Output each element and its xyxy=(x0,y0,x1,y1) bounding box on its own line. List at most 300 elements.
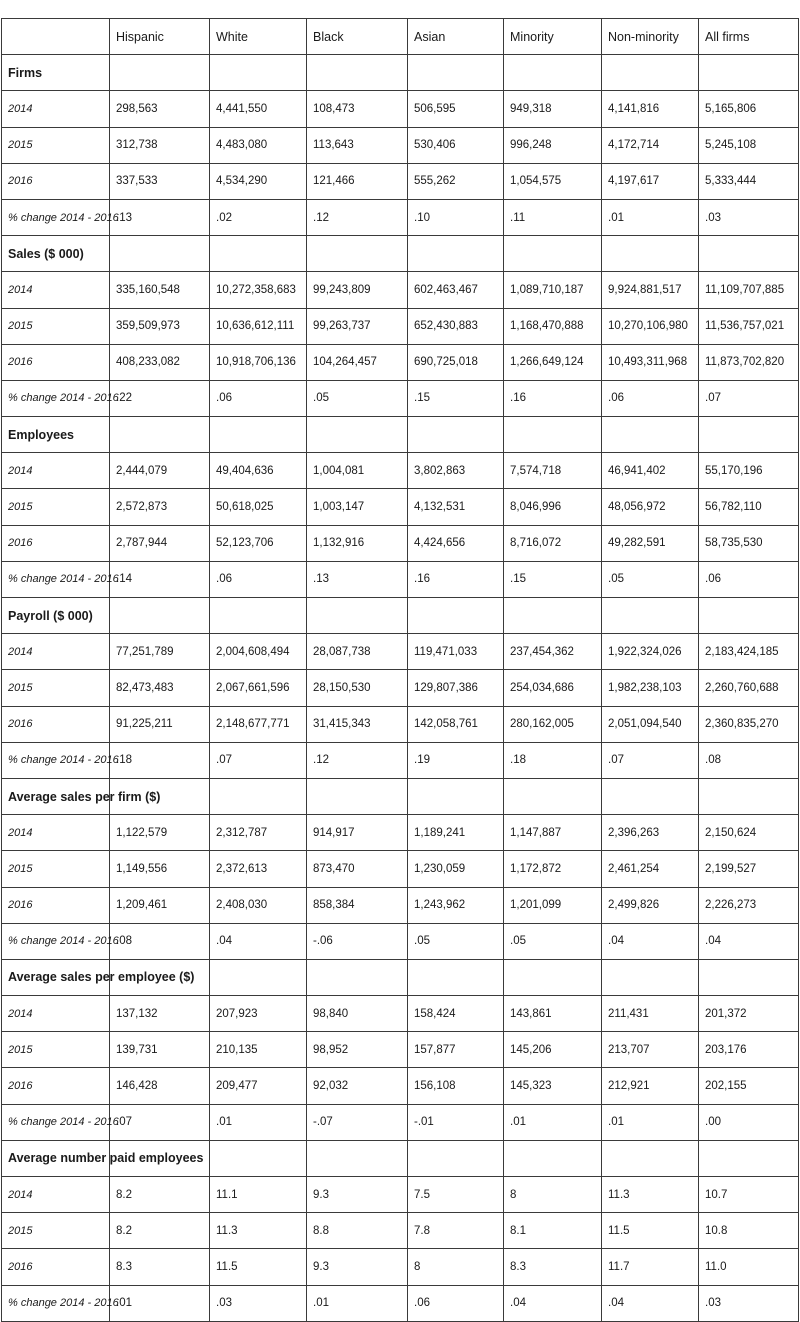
value-cell: 337,533 xyxy=(110,163,210,199)
value-cell: 2,226,273 xyxy=(699,887,799,923)
table-row xyxy=(2,308,799,344)
value-cell: .03 xyxy=(699,1285,799,1321)
value-cell: 28,087,738 xyxy=(307,634,408,670)
table-row xyxy=(2,453,799,489)
value-cell: 28,150,530 xyxy=(307,670,408,706)
value-cell: 8.3 xyxy=(504,1249,602,1285)
value-cell: .05 xyxy=(307,380,408,416)
value-cell: .03 xyxy=(699,199,799,235)
value-cell: 49,282,591 xyxy=(602,525,699,561)
value-cell: .01 xyxy=(602,199,699,235)
value-cell: 1,147,887 xyxy=(504,815,602,851)
value-cell: .19 xyxy=(408,742,504,778)
value-cell: .15 xyxy=(504,561,602,597)
empty-cell xyxy=(210,1140,307,1176)
empty-cell xyxy=(110,55,210,91)
value-cell: 408,233,082 xyxy=(110,344,210,380)
value-cell: 158,424 xyxy=(408,996,504,1032)
value-cell: 11.5 xyxy=(602,1213,699,1249)
empty-cell xyxy=(210,55,307,91)
value-cell: .16 xyxy=(408,561,504,597)
empty-cell xyxy=(699,778,799,814)
value-cell: 5,245,108 xyxy=(699,127,799,163)
section-row xyxy=(2,1140,799,1176)
value-cell: 203,176 xyxy=(699,1032,799,1068)
value-cell: 157,877 xyxy=(408,1032,504,1068)
value-cell: 49,404,636 xyxy=(210,453,307,489)
value-cell: .04 xyxy=(504,1285,602,1321)
value-cell: 11.3 xyxy=(602,1177,699,1213)
value-cell: 9,924,881,517 xyxy=(602,272,699,308)
value-cell: 7.5 xyxy=(408,1177,504,1213)
row-label: 2015 xyxy=(2,1213,110,1249)
value-cell: .07 xyxy=(110,1104,210,1140)
value-cell: 1,132,916 xyxy=(307,525,408,561)
table-row xyxy=(2,1285,799,1321)
table-row xyxy=(2,634,799,670)
value-cell: 335,160,548 xyxy=(110,272,210,308)
value-cell: 2,444,079 xyxy=(110,453,210,489)
value-cell: 2,004,608,494 xyxy=(210,634,307,670)
section-title: Employees xyxy=(2,417,110,453)
value-cell: 11.7 xyxy=(602,1249,699,1285)
value-cell: 2,461,254 xyxy=(602,851,699,887)
table-body xyxy=(2,19,799,1322)
row-label: 2015 xyxy=(2,1032,110,1068)
value-cell: 121,466 xyxy=(307,163,408,199)
value-cell: .10 xyxy=(408,199,504,235)
empty-cell xyxy=(504,778,602,814)
value-cell: 8,716,072 xyxy=(504,525,602,561)
value-cell: .01 xyxy=(210,1104,307,1140)
value-cell: .05 xyxy=(408,923,504,959)
value-cell: 1,230,059 xyxy=(408,851,504,887)
value-cell: 873,470 xyxy=(307,851,408,887)
empty-cell xyxy=(602,417,699,453)
value-cell: 145,323 xyxy=(504,1068,602,1104)
value-cell: 129,807,386 xyxy=(408,670,504,706)
empty-cell xyxy=(110,236,210,272)
empty-cell xyxy=(504,236,602,272)
value-cell: 1,149,556 xyxy=(110,851,210,887)
value-cell: 8 xyxy=(408,1249,504,1285)
value-cell: 99,263,737 xyxy=(307,308,408,344)
value-cell: 1,209,461 xyxy=(110,887,210,923)
section-row xyxy=(2,55,799,91)
section-row xyxy=(2,598,799,634)
value-cell: 1,054,575 xyxy=(504,163,602,199)
row-label: 2016 xyxy=(2,163,110,199)
value-cell: .08 xyxy=(699,742,799,778)
value-cell: 7.8 xyxy=(408,1213,504,1249)
row-label: % change 2014 - 2016 xyxy=(2,1285,110,1321)
value-cell: 1,982,238,103 xyxy=(602,670,699,706)
value-cell: 11.1 xyxy=(210,1177,307,1213)
value-cell: 530,406 xyxy=(408,127,504,163)
value-cell: 690,725,018 xyxy=(408,344,504,380)
value-cell: 207,923 xyxy=(210,996,307,1032)
empty-cell xyxy=(408,959,504,995)
value-cell: 119,471,033 xyxy=(408,634,504,670)
value-cell: 108,473 xyxy=(307,91,408,127)
value-cell: 949,318 xyxy=(504,91,602,127)
value-cell: 4,197,617 xyxy=(602,163,699,199)
section-row xyxy=(2,236,799,272)
value-cell: 46,941,402 xyxy=(602,453,699,489)
section-row xyxy=(2,959,799,995)
value-cell: 142,058,761 xyxy=(408,706,504,742)
value-cell: 2,372,613 xyxy=(210,851,307,887)
value-cell: 237,454,362 xyxy=(504,634,602,670)
value-cell: .02 xyxy=(210,199,307,235)
value-cell: .01 xyxy=(110,1285,210,1321)
value-cell: .13 xyxy=(110,199,210,235)
value-cell: 11,873,702,820 xyxy=(699,344,799,380)
value-cell: 602,463,467 xyxy=(408,272,504,308)
value-cell: 312,738 xyxy=(110,127,210,163)
row-label: 2015 xyxy=(2,308,110,344)
section-title: Sales ($ 000) xyxy=(2,236,110,272)
value-cell: 11.5 xyxy=(210,1249,307,1285)
value-cell: 2,787,944 xyxy=(110,525,210,561)
value-cell: 10.8 xyxy=(699,1213,799,1249)
value-cell: .07 xyxy=(210,742,307,778)
row-label: 2015 xyxy=(2,670,110,706)
row-label: 2014 xyxy=(2,272,110,308)
value-cell: 92,032 xyxy=(307,1068,408,1104)
table-row xyxy=(2,1249,799,1285)
value-cell: 1,922,324,026 xyxy=(602,634,699,670)
value-cell: 9.3 xyxy=(307,1249,408,1285)
column-header: All firms xyxy=(699,19,799,55)
value-cell: 77,251,789 xyxy=(110,634,210,670)
value-cell: 8.1 xyxy=(504,1213,602,1249)
value-cell: 156,108 xyxy=(408,1068,504,1104)
table-row xyxy=(2,272,799,308)
table-row xyxy=(2,996,799,1032)
row-label: 2014 xyxy=(2,996,110,1032)
value-cell: 996,248 xyxy=(504,127,602,163)
value-cell: 4,172,714 xyxy=(602,127,699,163)
value-cell: .22 xyxy=(110,380,210,416)
table-row xyxy=(2,670,799,706)
empty-cell xyxy=(408,778,504,814)
value-cell: 143,861 xyxy=(504,996,602,1032)
value-cell: .12 xyxy=(307,199,408,235)
row-label: 2016 xyxy=(2,525,110,561)
value-cell: 10,918,706,136 xyxy=(210,344,307,380)
row-label: % change 2014 - 2016 xyxy=(2,923,110,959)
value-cell: 146,428 xyxy=(110,1068,210,1104)
value-cell: 506,595 xyxy=(408,91,504,127)
value-cell: 50,618,025 xyxy=(210,489,307,525)
row-label: 2014 xyxy=(2,91,110,127)
header-corner-cell xyxy=(2,19,110,55)
value-cell: 5,165,806 xyxy=(699,91,799,127)
value-cell: .01 xyxy=(504,1104,602,1140)
value-cell: 31,415,343 xyxy=(307,706,408,742)
column-header: Asian xyxy=(408,19,504,55)
empty-cell xyxy=(408,598,504,634)
table-row xyxy=(2,91,799,127)
empty-cell xyxy=(699,417,799,453)
value-cell: .06 xyxy=(602,380,699,416)
section-row xyxy=(2,417,799,453)
table-row xyxy=(2,127,799,163)
table-row xyxy=(2,199,799,235)
value-cell: .06 xyxy=(408,1285,504,1321)
value-cell: 104,264,457 xyxy=(307,344,408,380)
value-cell: .01 xyxy=(307,1285,408,1321)
value-cell: .04 xyxy=(602,1285,699,1321)
value-cell: .06 xyxy=(210,380,307,416)
section-title: Average number paid employees xyxy=(2,1140,110,1176)
empty-cell xyxy=(408,417,504,453)
table-row xyxy=(2,742,799,778)
value-cell: 1,168,470,888 xyxy=(504,308,602,344)
value-cell: 8.3 xyxy=(110,1249,210,1285)
value-cell: .04 xyxy=(699,923,799,959)
value-cell: 4,534,290 xyxy=(210,163,307,199)
value-cell: 98,840 xyxy=(307,996,408,1032)
empty-cell xyxy=(408,55,504,91)
value-cell: .05 xyxy=(504,923,602,959)
value-cell: 1,003,147 xyxy=(307,489,408,525)
row-label: 2016 xyxy=(2,887,110,923)
value-cell: 10,636,612,111 xyxy=(210,308,307,344)
value-cell: 2,067,661,596 xyxy=(210,670,307,706)
empty-cell xyxy=(408,236,504,272)
empty-cell xyxy=(602,1140,699,1176)
value-cell: 201,372 xyxy=(699,996,799,1032)
empty-cell xyxy=(602,55,699,91)
value-cell: 4,424,656 xyxy=(408,525,504,561)
empty-cell xyxy=(699,598,799,634)
table-row xyxy=(2,344,799,380)
value-cell: 10.7 xyxy=(699,1177,799,1213)
row-label: 2015 xyxy=(2,489,110,525)
table-row xyxy=(2,163,799,199)
value-cell: 1,004,081 xyxy=(307,453,408,489)
value-cell: 58,735,530 xyxy=(699,525,799,561)
empty-cell xyxy=(210,598,307,634)
empty-cell xyxy=(699,236,799,272)
value-cell: 8.2 xyxy=(110,1213,210,1249)
value-cell: 137,132 xyxy=(110,996,210,1032)
value-cell: 10,270,106,980 xyxy=(602,308,699,344)
empty-cell xyxy=(699,959,799,995)
value-cell: 1,089,710,187 xyxy=(504,272,602,308)
value-cell: 11.3 xyxy=(210,1213,307,1249)
value-cell: 10,493,311,968 xyxy=(602,344,699,380)
value-cell: 298,563 xyxy=(110,91,210,127)
value-cell: 1,122,579 xyxy=(110,815,210,851)
empty-cell xyxy=(504,598,602,634)
data-table xyxy=(1,18,799,1322)
value-cell: 2,360,835,270 xyxy=(699,706,799,742)
value-cell: 2,150,624 xyxy=(699,815,799,851)
row-label: 2015 xyxy=(2,851,110,887)
empty-cell xyxy=(110,598,210,634)
empty-cell xyxy=(307,417,408,453)
row-label: 2014 xyxy=(2,634,110,670)
value-cell: .16 xyxy=(504,380,602,416)
value-cell: .06 xyxy=(210,561,307,597)
value-cell: 10,272,358,683 xyxy=(210,272,307,308)
value-cell: 202,155 xyxy=(699,1068,799,1104)
value-cell: .06 xyxy=(699,561,799,597)
row-label: 2014 xyxy=(2,815,110,851)
empty-cell xyxy=(699,55,799,91)
value-cell: -.07 xyxy=(307,1104,408,1140)
value-cell: 82,473,483 xyxy=(110,670,210,706)
row-label: % change 2014 - 2016 xyxy=(2,561,110,597)
value-cell: 359,509,973 xyxy=(110,308,210,344)
value-cell: 213,707 xyxy=(602,1032,699,1068)
value-cell: 99,243,809 xyxy=(307,272,408,308)
value-cell: 3,802,863 xyxy=(408,453,504,489)
value-cell: 11,109,707,885 xyxy=(699,272,799,308)
value-cell: .15 xyxy=(408,380,504,416)
row-label: 2016 xyxy=(2,1249,110,1285)
section-row xyxy=(2,778,799,814)
table-row xyxy=(2,923,799,959)
value-cell: 1,189,241 xyxy=(408,815,504,851)
empty-cell xyxy=(210,959,307,995)
empty-cell xyxy=(210,236,307,272)
empty-cell xyxy=(504,55,602,91)
section-title: Payroll ($ 000) xyxy=(2,598,110,634)
value-cell: 91,225,211 xyxy=(110,706,210,742)
row-label: 2014 xyxy=(2,1177,110,1213)
column-header: White xyxy=(210,19,307,55)
empty-cell xyxy=(307,55,408,91)
column-header: Minority xyxy=(504,19,602,55)
value-cell: .18 xyxy=(110,742,210,778)
value-cell: 8,046,996 xyxy=(504,489,602,525)
empty-cell xyxy=(602,778,699,814)
value-cell: .11 xyxy=(504,199,602,235)
row-label: % change 2014 - 2016 xyxy=(2,199,110,235)
value-cell: 8 xyxy=(504,1177,602,1213)
column-header: Non-minority xyxy=(602,19,699,55)
table-row xyxy=(2,1104,799,1140)
section-title: Average sales per employee ($) xyxy=(2,959,110,995)
value-cell: .01 xyxy=(602,1104,699,1140)
value-cell: .07 xyxy=(699,380,799,416)
empty-cell xyxy=(602,959,699,995)
value-cell: 8.2 xyxy=(110,1177,210,1213)
table-row xyxy=(2,489,799,525)
value-cell: 2,572,873 xyxy=(110,489,210,525)
table-row xyxy=(2,525,799,561)
empty-cell xyxy=(307,1140,408,1176)
value-cell: 2,148,677,771 xyxy=(210,706,307,742)
value-cell: 280,162,005 xyxy=(504,706,602,742)
value-cell: 2,408,030 xyxy=(210,887,307,923)
value-cell: .03 xyxy=(210,1285,307,1321)
value-cell: 2,499,826 xyxy=(602,887,699,923)
value-cell: 11.0 xyxy=(699,1249,799,1285)
value-cell: 145,206 xyxy=(504,1032,602,1068)
value-cell: 4,441,550 xyxy=(210,91,307,127)
value-cell: .12 xyxy=(307,742,408,778)
value-cell: .13 xyxy=(307,561,408,597)
value-cell: 210,135 xyxy=(210,1032,307,1068)
row-label: % change 2014 - 2016 xyxy=(2,380,110,416)
value-cell: 2,199,527 xyxy=(699,851,799,887)
value-cell: 652,430,883 xyxy=(408,308,504,344)
section-title: Average sales per firm ($) xyxy=(2,778,110,814)
empty-cell xyxy=(602,236,699,272)
value-cell: .08 xyxy=(110,923,210,959)
value-cell: .07 xyxy=(602,742,699,778)
table-row xyxy=(2,1032,799,1068)
table-row xyxy=(2,887,799,923)
value-cell: .18 xyxy=(504,742,602,778)
value-cell: 2,396,263 xyxy=(602,815,699,851)
empty-cell xyxy=(699,1140,799,1176)
row-label: % change 2014 - 2016 xyxy=(2,1104,110,1140)
value-cell: 1,266,649,124 xyxy=(504,344,602,380)
empty-cell xyxy=(307,236,408,272)
empty-cell xyxy=(307,598,408,634)
table-row xyxy=(2,1213,799,1249)
value-cell: -.06 xyxy=(307,923,408,959)
value-cell: 52,123,706 xyxy=(210,525,307,561)
value-cell: 555,262 xyxy=(408,163,504,199)
value-cell: 858,384 xyxy=(307,887,408,923)
value-cell: .00 xyxy=(699,1104,799,1140)
value-cell: 2,260,760,688 xyxy=(699,670,799,706)
empty-cell xyxy=(504,417,602,453)
empty-cell xyxy=(602,598,699,634)
value-cell: .04 xyxy=(210,923,307,959)
value-cell: 56,782,110 xyxy=(699,489,799,525)
value-cell: 5,333,444 xyxy=(699,163,799,199)
row-label: 2016 xyxy=(2,344,110,380)
value-cell: 254,034,686 xyxy=(504,670,602,706)
value-cell: 209,477 xyxy=(210,1068,307,1104)
empty-cell xyxy=(504,959,602,995)
value-cell: 55,170,196 xyxy=(699,453,799,489)
value-cell: 1,201,099 xyxy=(504,887,602,923)
table-row xyxy=(2,1068,799,1104)
value-cell: 2,183,424,185 xyxy=(699,634,799,670)
value-cell: 113,643 xyxy=(307,127,408,163)
value-cell: 2,051,094,540 xyxy=(602,706,699,742)
value-cell: 9.3 xyxy=(307,1177,408,1213)
section-title: Firms xyxy=(2,55,110,91)
table-row xyxy=(2,851,799,887)
header-row xyxy=(2,19,799,55)
value-cell: 4,141,816 xyxy=(602,91,699,127)
value-cell: 914,917 xyxy=(307,815,408,851)
value-cell: 139,731 xyxy=(110,1032,210,1068)
value-cell: 1,243,962 xyxy=(408,887,504,923)
row-label: 2016 xyxy=(2,706,110,742)
empty-cell xyxy=(307,959,408,995)
value-cell: 98,952 xyxy=(307,1032,408,1068)
value-cell: .05 xyxy=(602,561,699,597)
empty-cell xyxy=(307,778,408,814)
value-cell: 2,312,787 xyxy=(210,815,307,851)
empty-cell xyxy=(210,417,307,453)
value-cell: 212,921 xyxy=(602,1068,699,1104)
row-label: 2015 xyxy=(2,127,110,163)
value-cell: 1,172,872 xyxy=(504,851,602,887)
value-cell: 48,056,972 xyxy=(602,489,699,525)
